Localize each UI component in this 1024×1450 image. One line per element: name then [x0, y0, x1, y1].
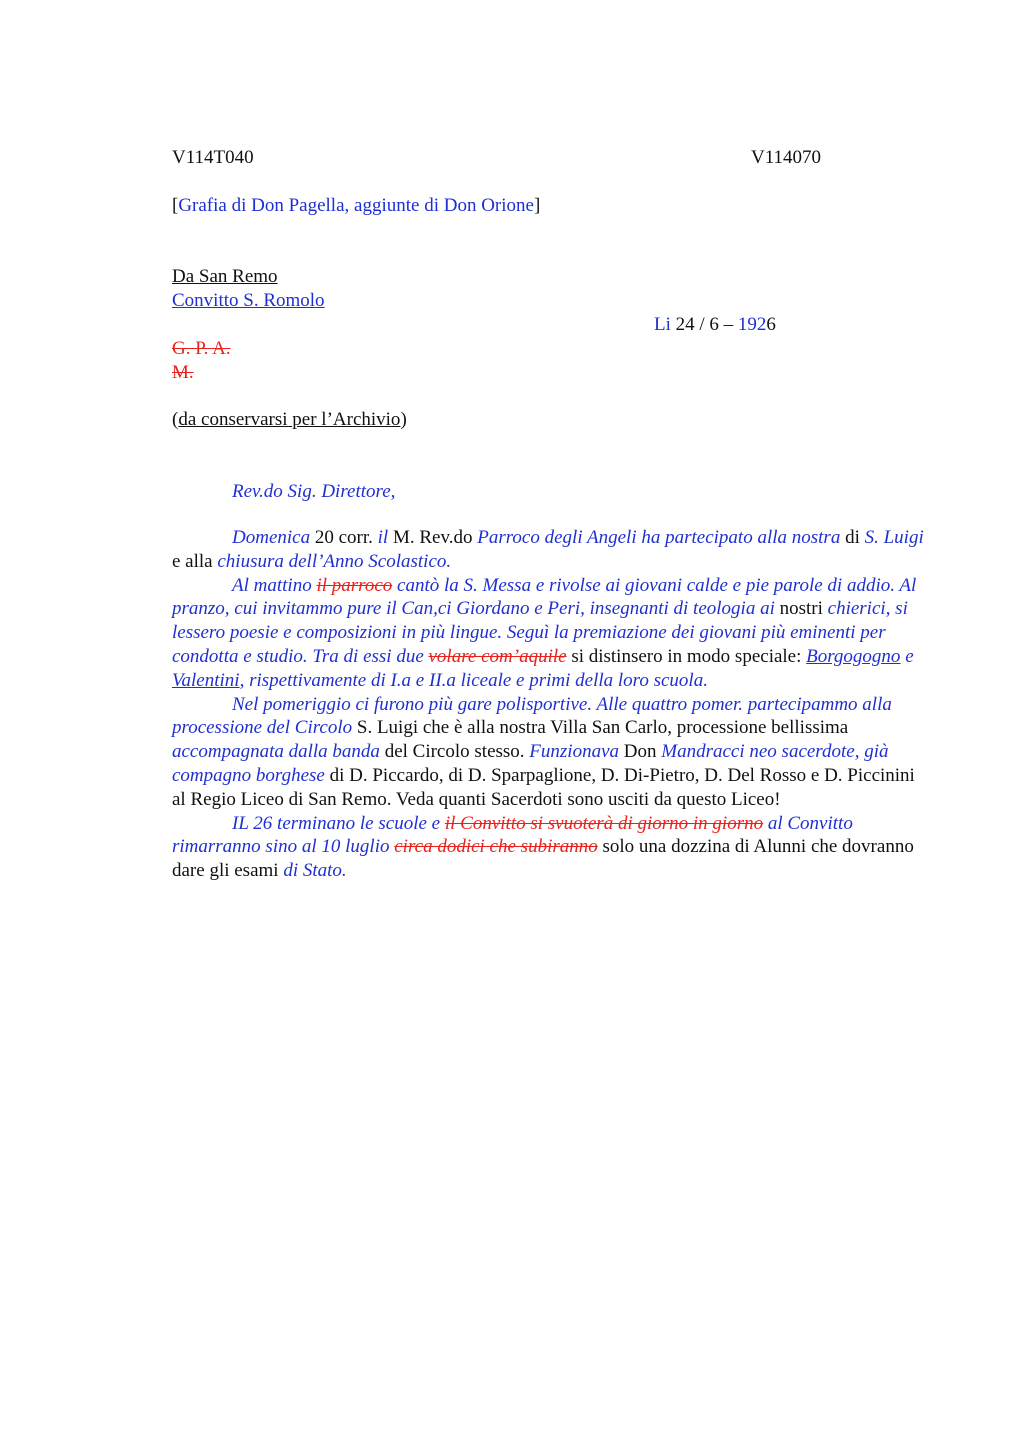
letter-date: [654, 313, 776, 337]
struck-initials-line1: G. P. A.: [172, 338, 231, 359]
handwriting-note: [172, 194, 540, 218]
handwriting-note-text: Grafia di Don Pagella, aggiunte di Don Orione: [178, 195, 534, 216]
salutation: Rev.do Sig. Direttore,: [232, 481, 396, 502]
struck-initials-line2: M.: [172, 362, 194, 383]
letter-body: [172, 526, 932, 883]
paren-open: (: [172, 409, 179, 430]
paragraph-3: Nel pomeriggio ci furono più gare polisportive. Alle quattro pomer. partecipammo alla processione del Circolo S. Luigi che è alla nostra Villa San Carlo, processione bellissima accompagnata dalla banda del Circolo stesso. Funzionava Don Mandracci neo sacerdote, già compagno borghese di D. Piccardo, di D. Sparpaglione, D. Di-Pietro, D. Del Rosso e D. Piccinini al Regio Liceo di San Remo. Veda quanti Sacerdoti sono usciti da questo Liceo!: [172, 693, 915, 810]
bracket-close: ]: [533, 195, 541, 216]
paren-close: ): [400, 409, 407, 430]
date-year-suffix: 6: [766, 314, 776, 335]
paragraph-4: IL 26 terminano le scuole e il Convitto si svuoterà di giorno in giorno al Convitto rimarranno sino al 10 luglio circa dodici che subiranno solo una dozzina di Alunni che dovranno dare gli esami di Stato.: [172, 812, 914, 882]
date-prefix: Li: [654, 314, 671, 335]
institution-line: Convitto S. Romolo: [172, 290, 325, 311]
date-day-month: 24 / 6 –: [670, 314, 738, 335]
archive-note-text: da conservarsi per l’Archivio: [178, 409, 401, 430]
archive-code-left: V114T040: [172, 147, 254, 168]
paragraph-1: Domenica 20 corr. il M. Rev.do Parroco degli Angeli ha partecipato alla nostra di S. Luigi e alla chiusura dell’Anno Scolastico.: [172, 527, 924, 572]
place-line: Da San Remo: [172, 266, 278, 287]
archive-note: [172, 408, 407, 432]
bracket-open: [: [172, 195, 179, 216]
archive-code-right: V114070: [751, 147, 822, 168]
date-year-prefix: 192: [737, 314, 767, 335]
paragraph-2: Al mattino il parroco cantò la S. Messa e rivolse ai giovani calde e pie parole di addio. Al pranzo, cui invitammo pure il Can,ci Giordano e Peri, insegnanti di teologia ai nostri chierici, si lessero poesie e composizioni in più lingue. Seguì la premiazione dei giovani più eminenti per condotta e studio. Tra di essi due volare com’aquile si distinsero in modo speciale: Borgogogno e Valentini, rispettivamente di I.a e II.a liceale e primi della loro scuola.: [172, 574, 917, 691]
